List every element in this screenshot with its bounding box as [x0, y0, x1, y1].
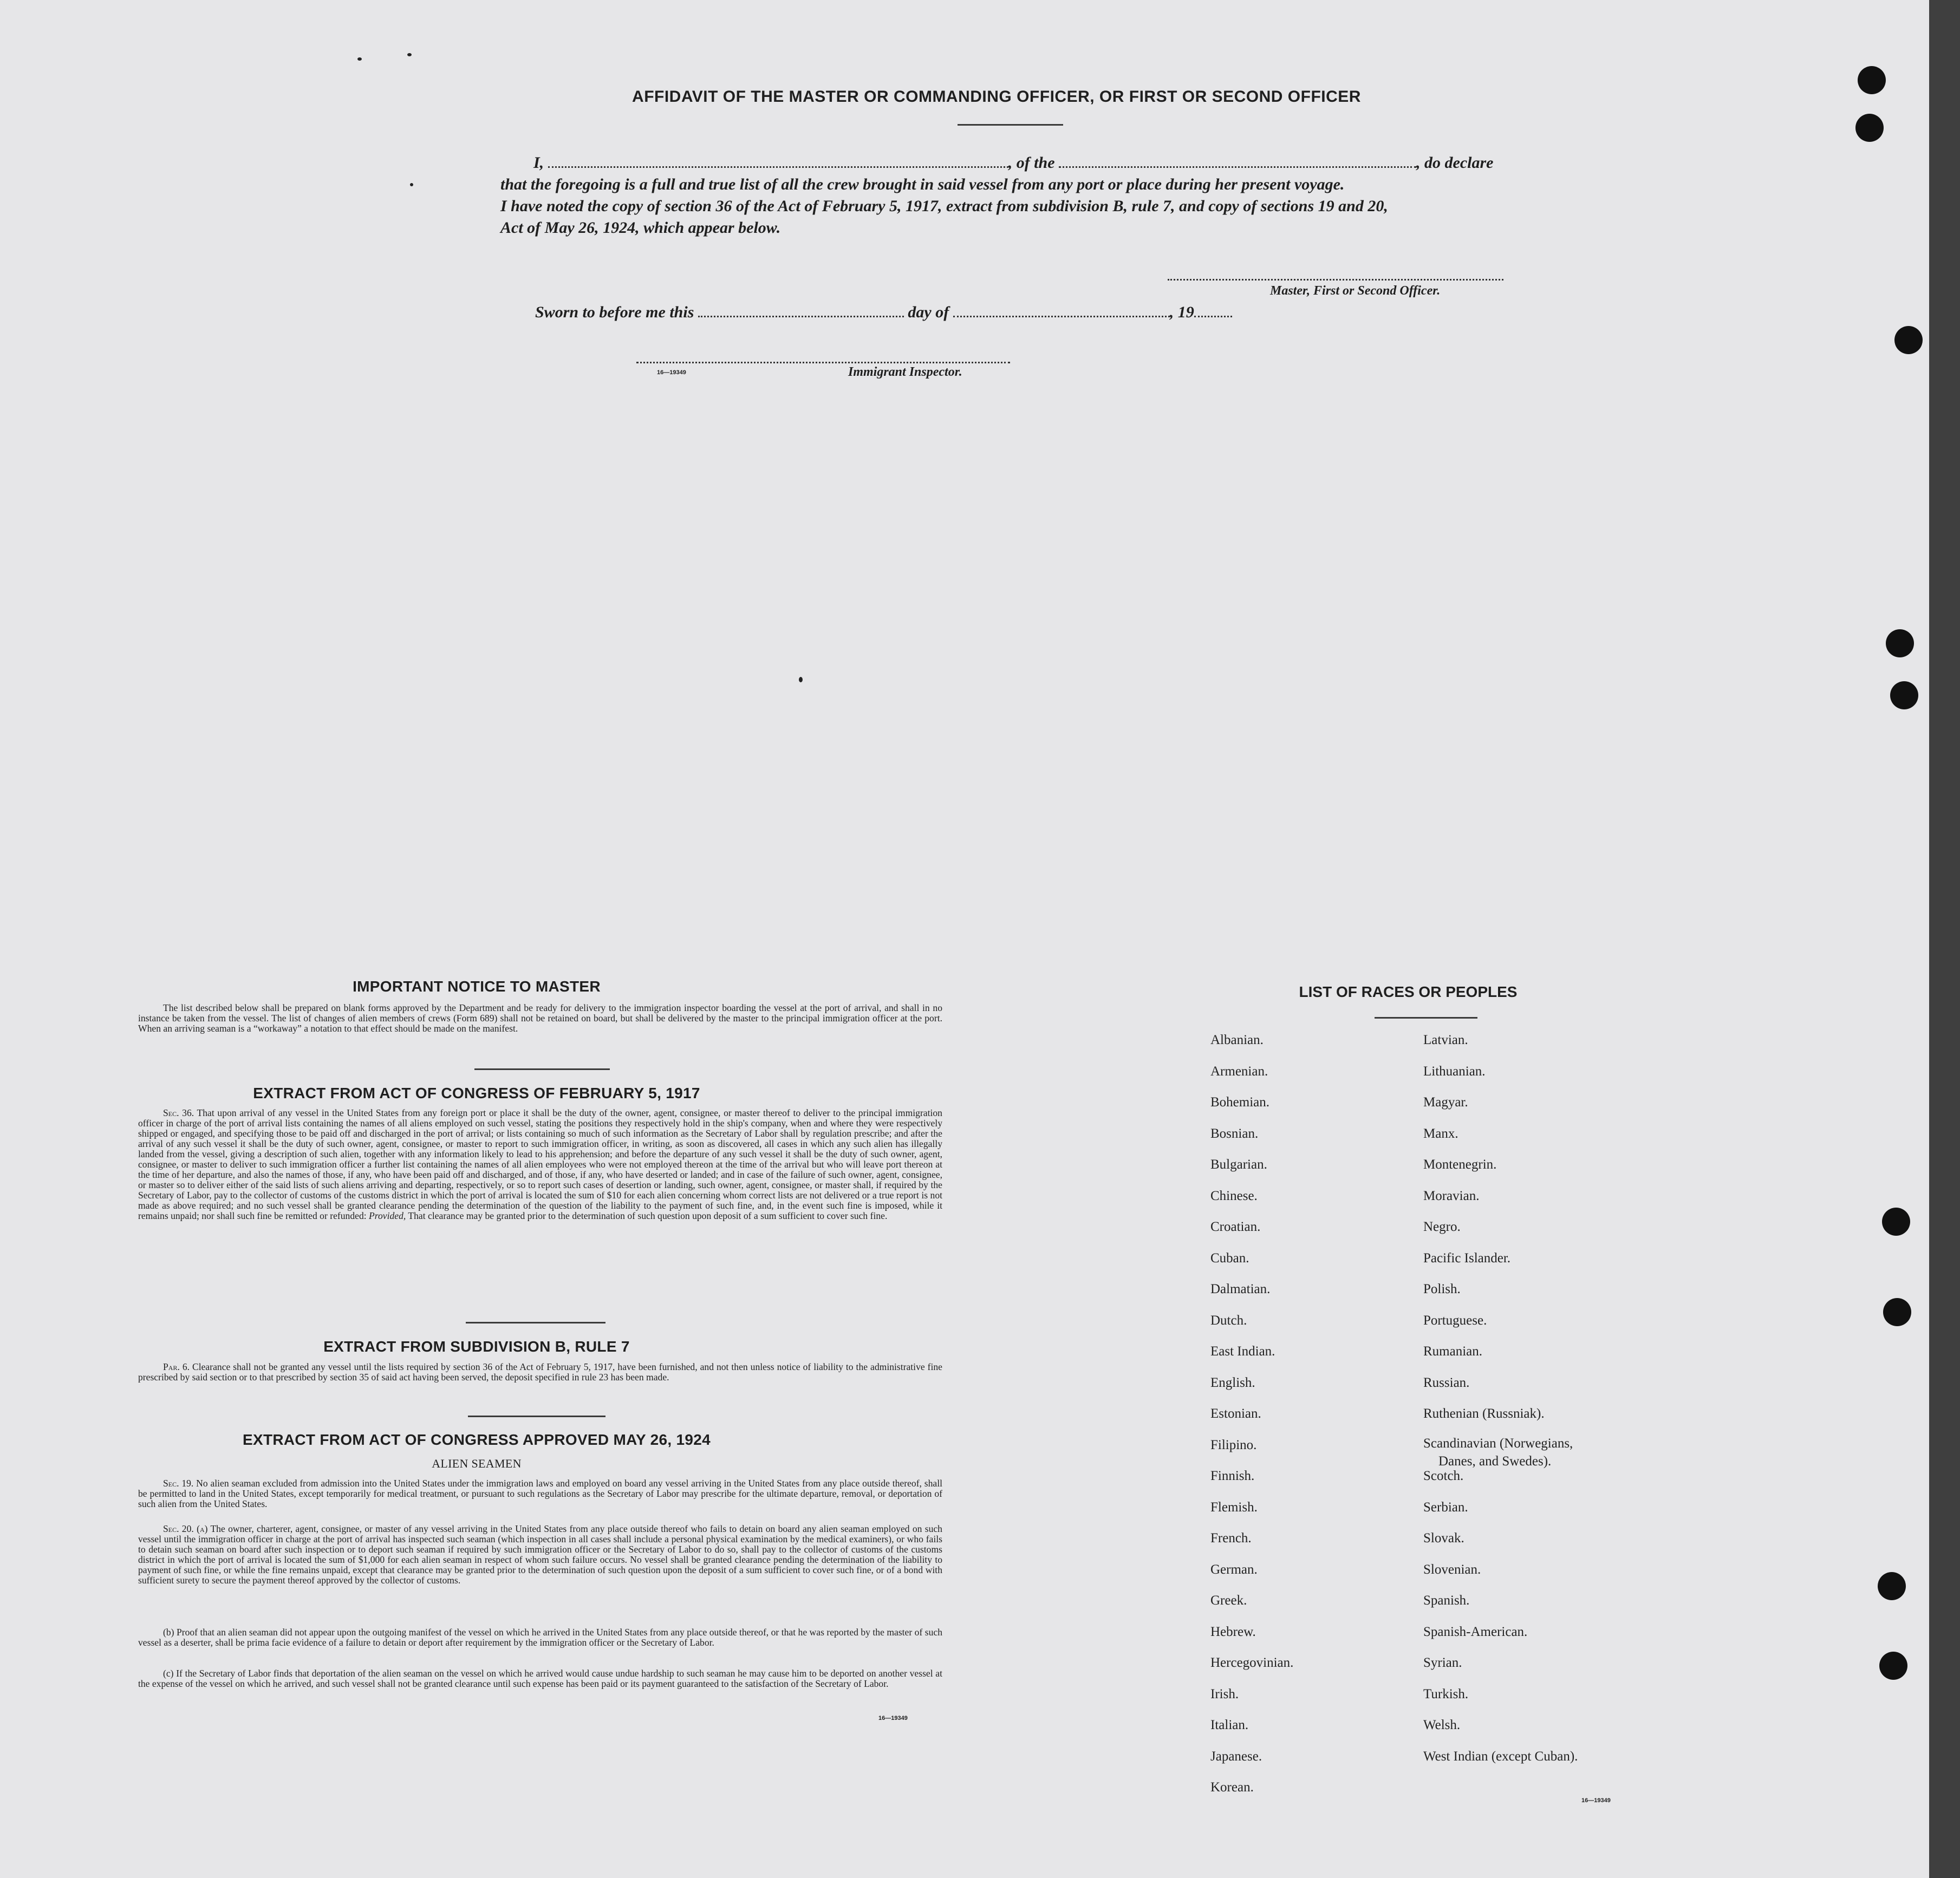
race-item: Portuguese.: [1423, 1313, 1487, 1328]
speck: [799, 677, 803, 682]
race-item: Bulgarian.: [1210, 1157, 1267, 1172]
race-item: Slovenian.: [1423, 1562, 1481, 1577]
notice-title: IMPORTANT NOTICE TO MASTER: [353, 978, 601, 995]
race-item: Scotch.: [1423, 1469, 1464, 1483]
binder-hole: [1882, 1208, 1910, 1236]
race-item: Pacific Islander.: [1423, 1250, 1511, 1266]
race-item: Bohemian.: [1210, 1095, 1270, 1110]
race-item: Cuban.: [1210, 1250, 1249, 1266]
binder-hole: [1855, 114, 1884, 142]
affidavit-line-3: I have noted the copy of section 36 of the Act of February 5, 1917, extract from subdivision B, rule 7, and copy of sections 19 and 20,: [500, 197, 1388, 215]
affidavit-line-2: that the foregoing is a full and true list of all the crew brought in said vessel from any port or place during her present voyage.: [500, 175, 1345, 193]
speck: [407, 53, 412, 56]
alien-seamen-subtitle: ALIEN SEAMEN: [432, 1457, 522, 1470]
race-item: Dutch.: [1210, 1313, 1247, 1328]
race-item: Ruthenian (Russniak).: [1423, 1406, 1545, 1421]
speck: [410, 183, 413, 186]
rule7-title: EXTRACT FROM SUBDIVISION B, RULE 7: [323, 1338, 630, 1355]
race-item: Slovak.: [1423, 1531, 1464, 1546]
binder-hole: [1878, 1572, 1906, 1600]
divider-2: [466, 1322, 605, 1323]
of-the-label: , of the: [1008, 154, 1055, 172]
race-item: Welsh.: [1423, 1718, 1461, 1732]
race-item: French.: [1210, 1531, 1252, 1546]
race-item: Armenian.: [1210, 1064, 1268, 1079]
day-of-label: day of: [908, 303, 949, 321]
race-item: Finnish.: [1210, 1469, 1255, 1483]
binder-hole: [1879, 1652, 1907, 1680]
affidavit-title: AFFIDAVIT OF THE MASTER OR COMMANDING OFFICER, OR FIRST OR SECOND OFFICER: [632, 88, 1361, 106]
binder-hole: [1858, 66, 1886, 94]
day-blank[interactable]: [698, 316, 904, 317]
name-blank[interactable]: [548, 166, 1008, 168]
form-number-races: 16—19349: [1581, 1797, 1611, 1804]
scan-edge: [1929, 0, 1960, 1878]
race-item: Scandinavian (Norwegians,: [1423, 1436, 1573, 1451]
sec20b-text: (b) Proof that an alien seaman did not appear upon the outgoing manifest of the vessel on which he arrived in the United States from any place outside thereof, or that he was reported by the master of such vessel as a deserter, shall be prima facie evidence of a failure to detain or deport after requirement by the immigration officer or the Secretary of Labor.: [138, 1627, 942, 1648]
race-item: Hercegovinian.: [1210, 1655, 1294, 1670]
race-item: German.: [1210, 1562, 1258, 1577]
binder-hole: [1886, 629, 1914, 657]
vessel-blank[interactable]: [1059, 166, 1416, 168]
race-item: Latvian.: [1423, 1033, 1468, 1047]
race-item: Korean.: [1210, 1780, 1254, 1795]
race-item: Croatian.: [1210, 1220, 1261, 1234]
race-item: Greek.: [1210, 1593, 1247, 1608]
year-label: , 19: [1169, 303, 1194, 321]
race-item: Serbian.: [1423, 1499, 1468, 1515]
race-item: Russian.: [1423, 1375, 1470, 1390]
speck: [357, 57, 362, 61]
race-item: Syrian.: [1423, 1655, 1462, 1670]
race-item: Polish.: [1423, 1282, 1461, 1296]
rule7-text: Par. 6. Clearance shall not be granted any vessel until the lists required by section 36 of the Act of February 5, 1917, have been furnished, and not then unless notice of liability to the administrative fine prescribed by said section or to that prescribed by section 35 of said act having been served, the deposit specified in rule 23 has been made.: [138, 1361, 942, 1383]
notice-text: The list described below shall be prepared on blank forms approved by the Department and be ready for delivery to the immigration inspector boarding the vessel at the port of arrival, and shall in no instance be taken from the vessel. The list of changes of alien members of crews (Form 689) shall not be retained on board, but shall be delivered by the master to the principal immigration officer at the port. When an arriving seaman is a “workaway” a notation to that effect should be made on the manifest.: [138, 1002, 942, 1034]
race-item: Filipino.: [1210, 1437, 1257, 1452]
race-item: Estonian.: [1210, 1406, 1261, 1421]
divider-1: [474, 1068, 610, 1070]
race-item: Montenegrin.: [1423, 1157, 1497, 1172]
race-item: Albanian.: [1210, 1033, 1264, 1047]
sec20a-text: Sec. 20. (a) The owner, charterer, agent, consignee, or master of any vessel arriving in the United States from any place outside thereof who fails to detain on board any alien seaman employed on such vessel until the immigration officer in charge at the port of arrival has inspected such seaman (which inspection in all cases shall include a personal physical examination by the medical examiners), or who fails to detain such seaman on board after such inspection or to deport such seaman if required by such immigration officer or the Secretary of Labor to do so, shall pay to the collector of customs of the customs district in which the port of arrival is located the sum of $1,000 for each alien seaman in respect of whom such failure occurs. No vessel shall be granted clearance pending the determination of the liability to payment of such fine, or while the fine remains unpaid, except that clearance may be granted prior to the determination of such question upon the deposit of a sum sufficient to cover such fine, or of a bond with sufficient surety to secure the payment thereof approved by the collector of customs.: [138, 1523, 942, 1586]
race-item: Negro.: [1423, 1220, 1461, 1234]
sworn-label: Sworn to before me this: [535, 303, 694, 321]
race-item: Bosnian.: [1210, 1126, 1259, 1141]
race-item: Manx.: [1423, 1126, 1458, 1141]
binder-hole: [1894, 326, 1923, 354]
month-blank[interactable]: [953, 316, 1170, 317]
race-item: Flemish.: [1210, 1499, 1258, 1515]
title-rule: [958, 124, 1063, 126]
races-rule: [1375, 1017, 1477, 1019]
race-item: East Indian.: [1210, 1344, 1275, 1359]
race-item: Lithuanian.: [1423, 1064, 1486, 1079]
affidavit-line-4: Act of May 26, 1924, which appear below.: [500, 219, 781, 237]
race-item: Japanese.: [1210, 1749, 1262, 1764]
race-item: Magyar.: [1423, 1095, 1468, 1110]
race-item: Italian.: [1210, 1718, 1249, 1732]
form-number-bottom: 16—19349: [878, 1715, 908, 1722]
race-item: Chinese.: [1210, 1188, 1258, 1203]
extract-1924-title: EXTRACT FROM ACT OF CONGRESS APPROVED MAY 26, 1924: [243, 1431, 711, 1448]
binder-hole: [1883, 1298, 1911, 1326]
race-item: English.: [1210, 1375, 1255, 1390]
sworn-line: [535, 303, 1232, 322]
divider-3: [468, 1416, 605, 1417]
binder-hole: [1890, 681, 1918, 709]
inspector-label: Immigrant Inspector.: [848, 365, 962, 379]
race-item: Hebrew.: [1210, 1624, 1256, 1639]
race-item: Irish.: [1210, 1686, 1239, 1701]
affidavit-line-1: [533, 154, 1493, 172]
race-item: Turkish.: [1423, 1686, 1469, 1701]
races-title: LIST OF RACES OR PEOPLES: [1299, 983, 1518, 1000]
race-item: West Indian (except Cuban).: [1423, 1749, 1578, 1764]
extract-1917-text: Sec. 36. That upon arrival of any vessel in the United States from any foreign port or place it shall be the duty of the owner, agent, consignee, or master thereof to deliver to the principal immigration officer in charge of the port of arrival lists containing the names of all aliens employed on such vessel, stating the positions they respectively hold in the ship's company, when and where they were respectively shipped or engaged, and specifying those to be paid off and discharged in the port of arrival; or lists containing so much of such information as the Secretary of Labor shall by regulation prescribe; and after the arrival of any such vessel it shall be the duty of such owner, agent, consignee, or master to report to such immigration officer, in writing, as soon as discovered, all cases in which any such alien has illegally landed from the vessel, giving a description of such alien, together with any information likely to lead to his apprehension; and before the departure of any such vessel it shall be the duty of such owner, agent, consignee, or master to deliver to such immigration officer a further list containing the names of all alien employees who were not employed thereon at the time of the arrival but who will leave port thereon at the time of her departure, and also the names of those, if any, who have been paid off and discharged, and of those, if any, who have deserted or landed; and in case of the failure of such owner, agent, consignee, or master so to deliver either of the said lists of such aliens arriving and departing, respectively, or so to report such cases of desertion or landing, such owner, agent, consignee, or master shall, if required by the Secretary of Labor, pay to the collector of customs of the customs district in which the port of arrival is located the sum of $10 for each alien concerning whom correct lists are not delivered or a true report is not made as above required; and no such vessel shall be granted clearance pending the determination of the question of the liability to the payment of such fine, and, in the event such fine is imposed, while it remains unpaid; nor shall such fine be remitted or refunded: Provided, That clearance may be granted prior to the determination of such question upon deposit of a sum sufficient to cover such fine.: [138, 1107, 942, 1221]
race-item: Spanish.: [1423, 1593, 1470, 1608]
race-item: Spanish-American.: [1423, 1624, 1528, 1639]
sec19-text: Sec. 19. No alien seaman excluded from admission into the United States under the immigration laws and employed on board any vessel arriving in the United States from any place outside thereof, shall be permitted to land in the United States, except temporarily for medical treatment, or pursuant to such regulations as the Secretary of Labor may prescribe for the ultimate departure, removal, or deportation of such alien from the United States.: [138, 1478, 942, 1509]
master-label: Master, First or Second Officer.: [1270, 284, 1441, 298]
i-label: I,: [533, 154, 544, 172]
sec20c-text: (c) If the Secretary of Labor finds that deportation of the alien seaman on the vessel on which he arrived would cause undue hardship to such seaman he may cause him to be deported on another vessel at the expense of the vessel on which he arrived, and such vessel shall not be granted clearance until such expense has been paid or its payment guaranteed to the satisfaction of the Secretary of Labor.: [138, 1668, 942, 1689]
race-item: Dalmatian.: [1210, 1282, 1271, 1296]
race-item: Moravian.: [1423, 1188, 1480, 1203]
do-declare-label: , do declare: [1416, 154, 1494, 172]
master-signature-line[interactable]: [1168, 279, 1503, 282]
extract-1917-title: EXTRACT FROM ACT OF CONGRESS OF FEBRUARY 5, 1917: [253, 1085, 700, 1101]
race-item: Rumanian.: [1423, 1344, 1483, 1359]
race-item: Danes, and Swedes).: [1438, 1453, 1552, 1469]
year-blank[interactable]: [1194, 316, 1232, 317]
form-number-top: 16—19349: [657, 369, 686, 376]
